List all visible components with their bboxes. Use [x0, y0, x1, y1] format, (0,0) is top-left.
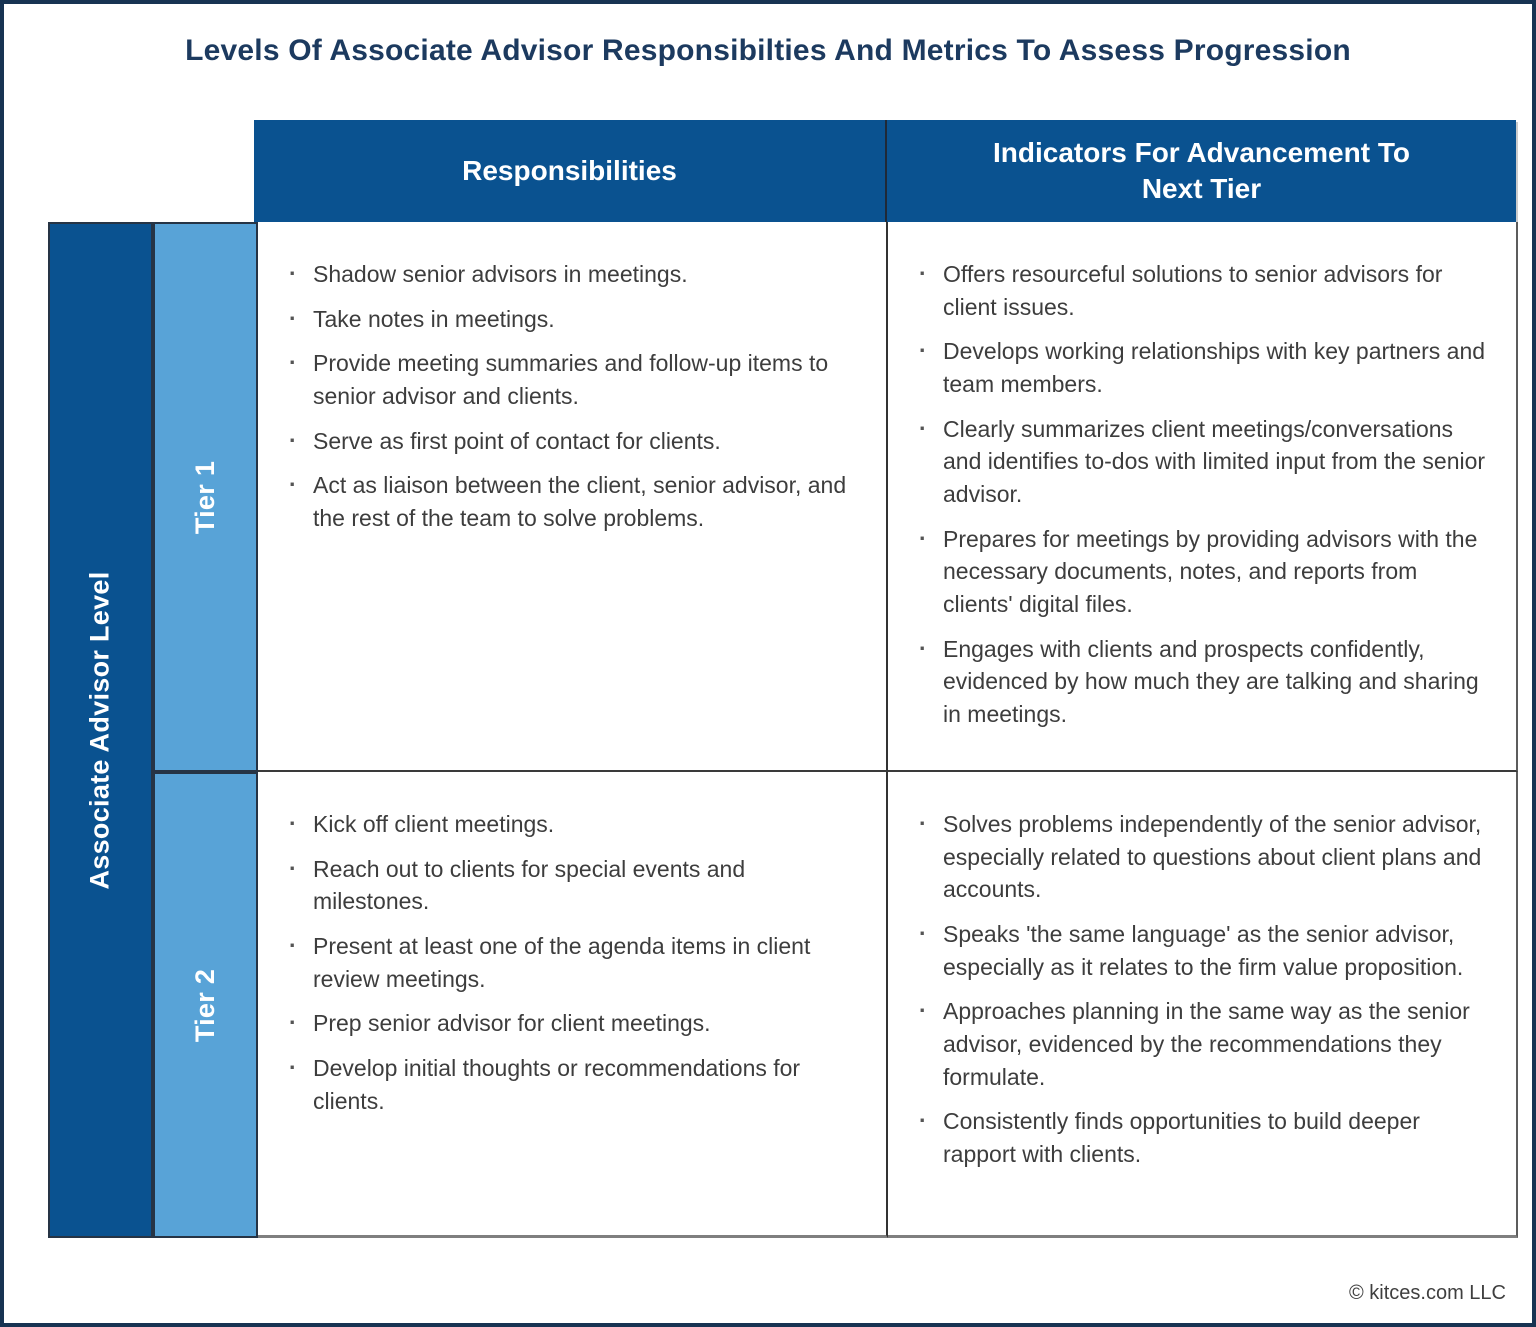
bullet-item: · Engages with clients and prospects confidently, evidenced by how much they are talking and sharing in meetings. [912, 633, 1490, 731]
tier-2-label-cell [153, 772, 258, 1238]
bullet-item: · Reach out to clients for special events and milestones. [282, 853, 860, 918]
bullet-item: · Prep senior advisor for client meetings. [282, 1007, 860, 1040]
bullet-item: · Solves problems independently of the senior advisor, especially related to questions about client plans and accounts. [912, 808, 1490, 906]
cell-tier1-responsibilities [258, 222, 888, 772]
bullet-item: · Approaches planning in the same way as the senior advisor, evidenced by the recommendations they formulate. [912, 995, 1490, 1093]
bullet-item: · Speaks 'the same language' as the senior advisor, especially as it relates to the firm value proposition. [912, 918, 1490, 983]
tier2-responsibilities-list [258, 772, 886, 1117]
tier1-responsibilities-list [258, 222, 886, 535]
bullet-item: · Shadow senior advisors in meetings. [282, 258, 860, 291]
bullet-item: · Kick off client meetings. [282, 808, 860, 841]
column-header-indicators-text: Indicators For Advancement To Next Tier [993, 136, 1410, 204]
tier-1-label-text: Tier 1 [189, 460, 220, 534]
bullet-item: · Develop initial thoughts or recommendations for clients. [282, 1052, 860, 1117]
tier2-indicators-list [888, 772, 1516, 1171]
bullet-item: · Present at least one of the agenda items in client review meetings. [282, 930, 860, 995]
bullet-item: · Act as liaison between the client, senior advisor, and the rest of the team to solve problems. [282, 469, 860, 534]
column-header-responsibilities: Responsibilities [254, 120, 887, 222]
cell-tier2-indicators [888, 772, 1518, 1238]
bullet-item: · Provide meeting summaries and follow-up items to senior advisor and clients. [282, 347, 860, 412]
copyright-notice: © kitces.com LLC [1348, 1282, 1506, 1304]
row-group-label-column [48, 222, 153, 1238]
bullet-item: · Serve as first point of contact for clients. [282, 425, 860, 458]
bullet-item: · Consistently finds opportunities to build deeper rapport with clients. [912, 1105, 1490, 1170]
bullet-item: · Prepares for meetings by providing advisors with the necessary documents, notes, and reports from clients' digital files. [912, 523, 1490, 621]
cell-tier2-responsibilities [258, 772, 888, 1238]
bullet-item: · Offers resourceful solutions to senior advisors for client issues. [912, 258, 1490, 323]
column-header-indicators [887, 120, 1516, 222]
bullet-item: · Take notes in meetings. [282, 303, 860, 336]
tier-1-label-cell [153, 222, 258, 772]
table-header-row [254, 120, 1516, 222]
tier1-indicators-list [888, 222, 1516, 731]
tier-2-label-text: Tier 2 [189, 968, 220, 1042]
bullet-item: · Develops working relationships with key partners and team members. [912, 335, 1490, 400]
page-title: Levels Of Associate Advisor Responsibilties And Metrics To Assess Progression [185, 34, 1351, 67]
bullet-item: · Clearly summarizes client meetings/conversations and identifies to-dos with limited input from the senior advisor. [912, 413, 1490, 511]
cell-tier1-indicators [888, 222, 1518, 772]
row-group-label-text: Associate Advisor Level [85, 570, 116, 890]
